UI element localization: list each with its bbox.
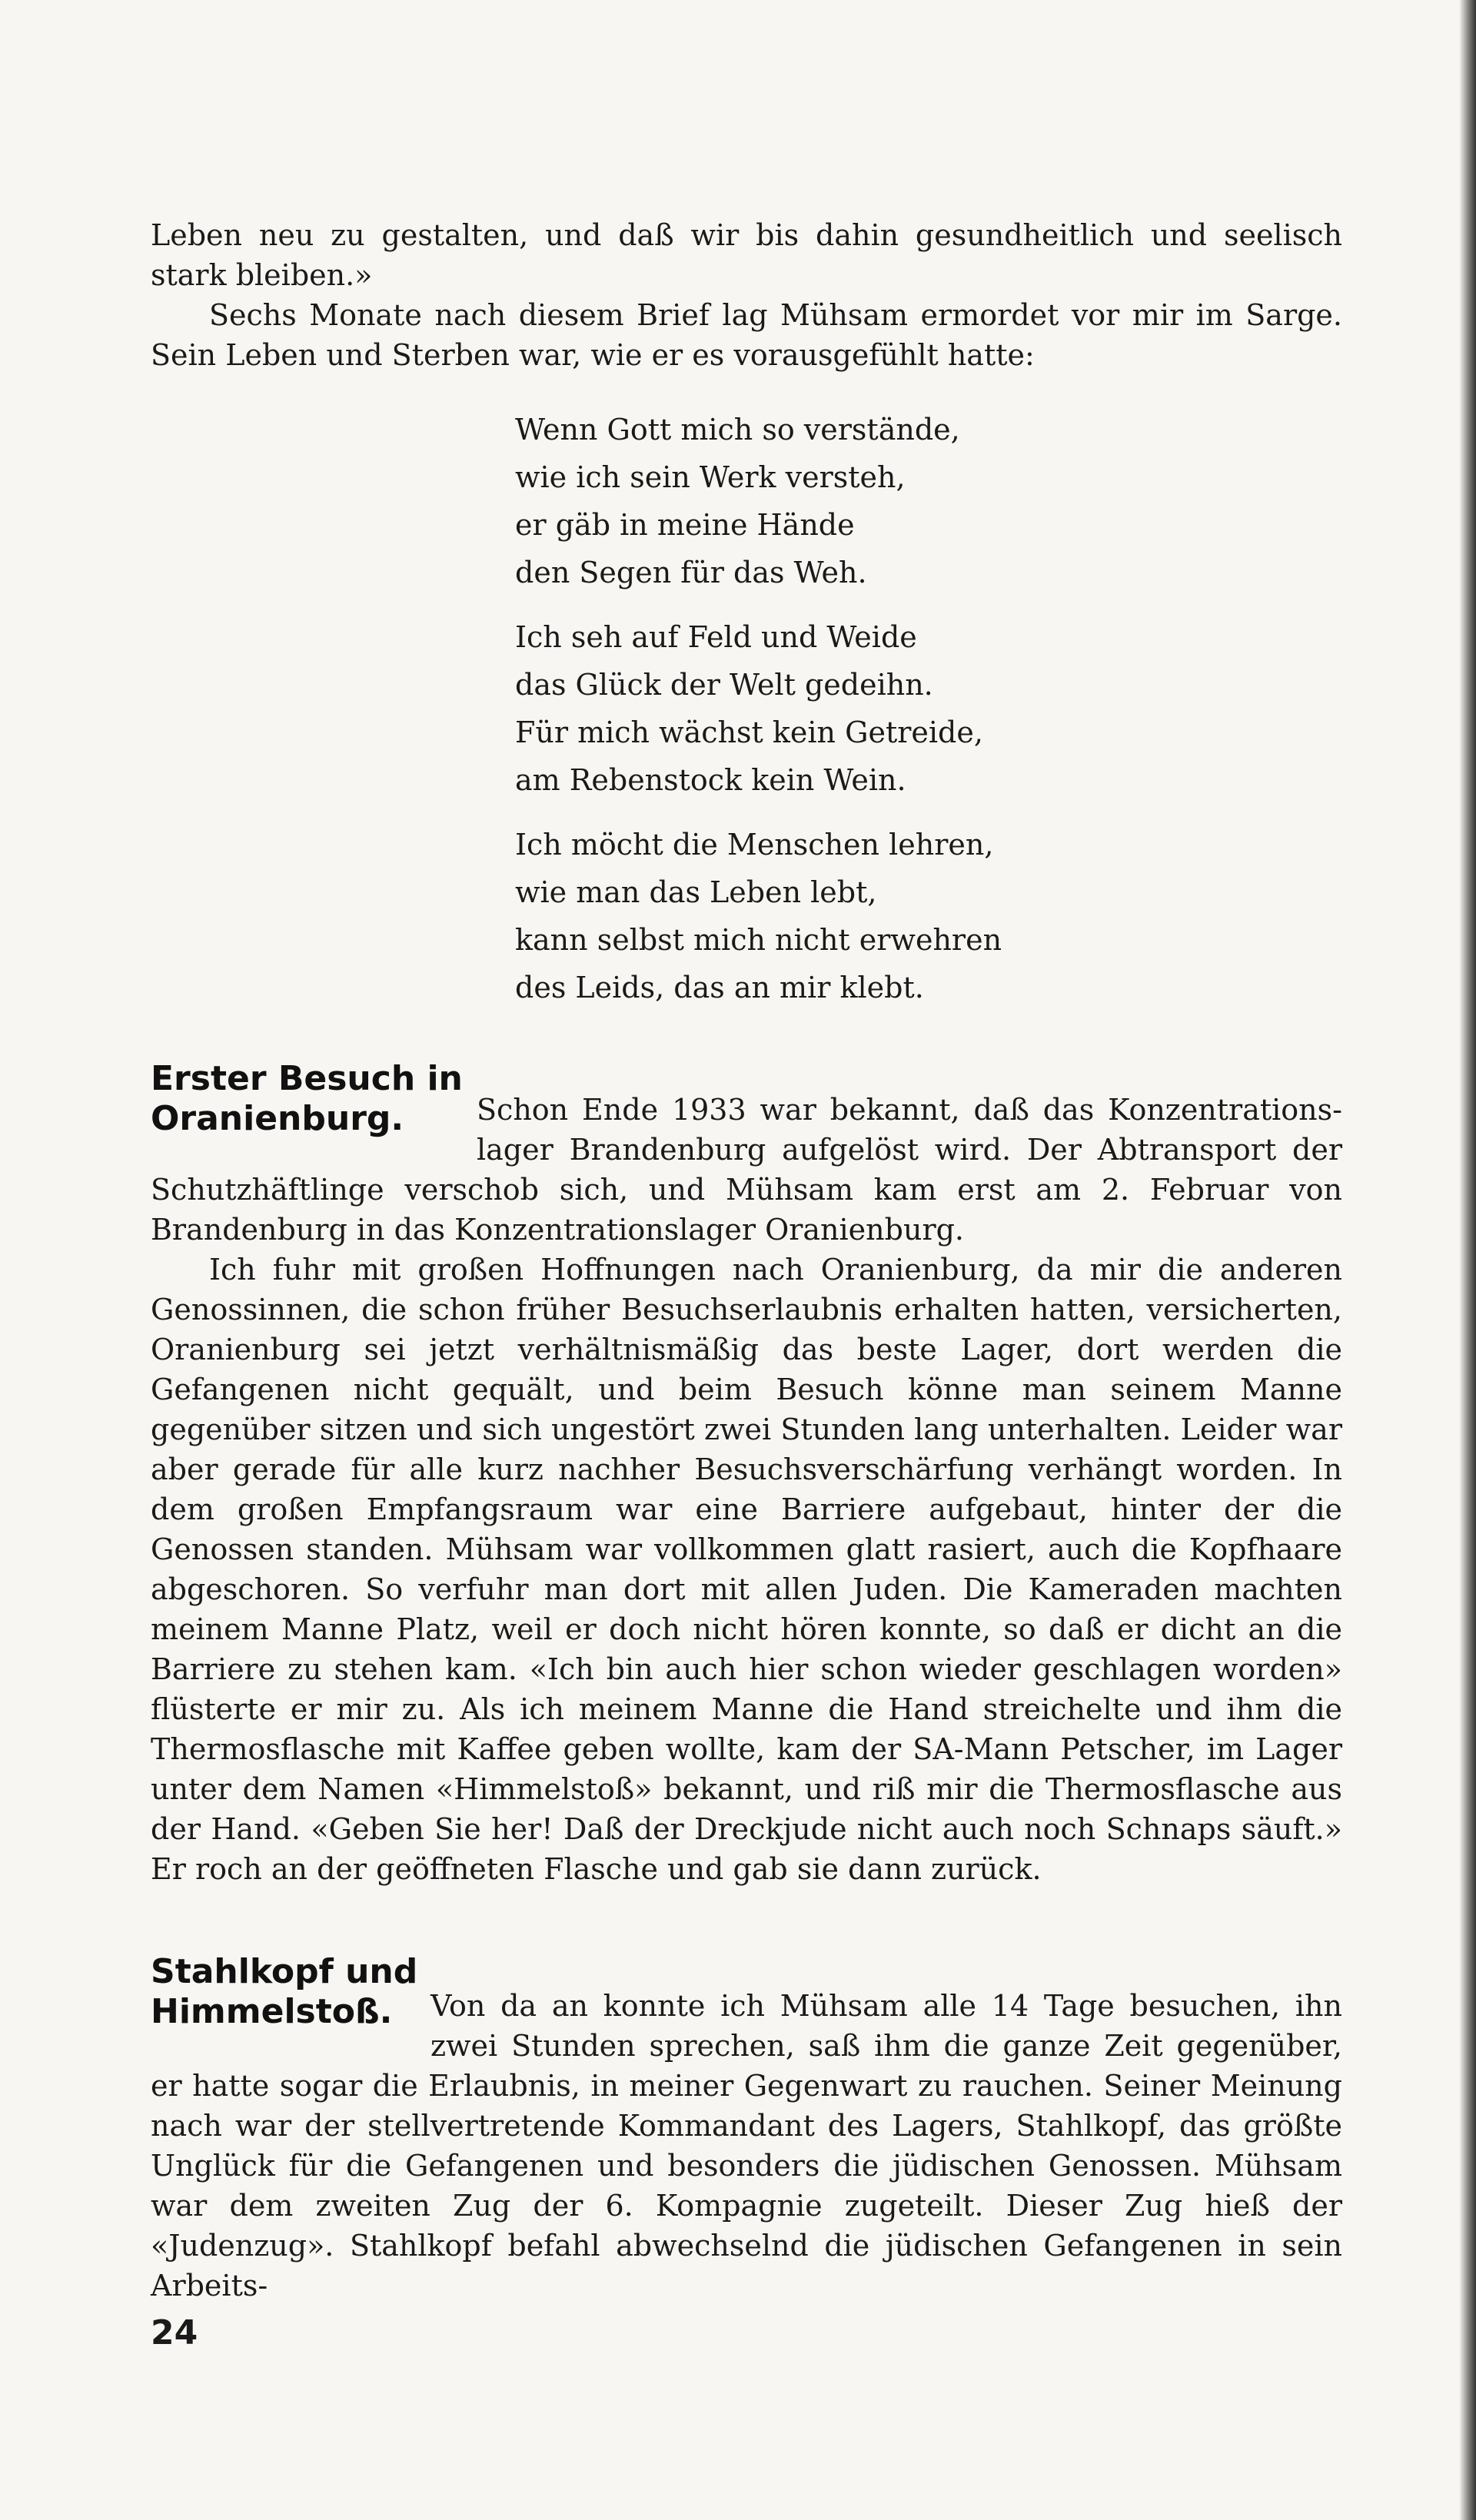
section-heading-line: Stahlkopf und xyxy=(151,1952,418,1991)
opening-text xyxy=(151,215,1342,375)
section-heading-line: Erster Besuch in xyxy=(151,1059,463,1098)
text-line: Schon Ende 1933 war bekannt, daß das Konzentrations- xyxy=(477,1093,1342,1127)
section-heading-first-visit xyxy=(151,1059,463,1139)
text-line: lager Brandenburg aufgelöst wird. Der Abtransport der xyxy=(477,1133,1342,1167)
page-edge-shadow xyxy=(1459,0,1476,2520)
section-1-paragraph-2: Ich fuhr mit großen Hoffnungen nach Oranienburg, da mir die anderen Genossinnen, die schon früher Besuchserlaubnis erhalten hatten, versicherten, Oranienburg sei jetzt verhältnismäßig das beste Lager, dort werden die Gefangenen nicht gequält, und beim Besuch könne man seinem Manne gegenüber sitzen und sich ungestört zwei Stunden lang unterhalten. Leider war aber gerade für alle kurz nachher Besuchsverschärfung verhängt worden. In dem großen Empfangsraum war eine Barriere aufgebaut, hinter der die Genossen standen. Mühsam war vollkommen glatt rasiert, auch die Kopfhaare abgeschoren. So verfuhr man dort mit allen Juden. Die Kameraden machten meinem Manne Platz, weil er doch nicht hören konnte, so daß er dicht an die Barriere zu stehen kam. «Ich bin auch hier schon wieder geschlagen worden» flüsterte er mir zu. Als ich meinem Manne die Hand streichelte und ihm die Thermosflasche mit Kaffee geben wollte, kam der SA-Mann Petscher, im Lager unter dem Namen «Himmelstoß» bekannt, und riß mir die Thermosflasche aus der Hand. «Geben Sie her! Daß der Dreckjude nicht auch noch Schnaps säuft.» Er roch an der geöffneten Flasche und gab sie dann zurück. xyxy=(151,1253,1342,1886)
text-line: zwei Stunden sprechen, saß ihm die ganze Zeit gegenüber, xyxy=(430,2029,1342,2063)
poem-line: am Rebenstock kein Wein. xyxy=(515,763,906,797)
poem-line: Ich seh auf Feld und Weide xyxy=(515,620,917,654)
poem-line: wie ich sein Werk versteh, xyxy=(515,460,906,494)
poem-stanza-2 xyxy=(515,613,1130,804)
poem-stanza-3 xyxy=(515,821,1130,1011)
section-2-opening-lines xyxy=(430,1986,1342,2066)
page-number: 24 xyxy=(151,2313,198,2352)
poem-line: wie man das Leben lebt, xyxy=(515,875,877,909)
section-heading-line: Himmelstoß. xyxy=(151,1992,393,2031)
section-heading-stahlkopf xyxy=(151,1952,417,2032)
poem-line: Ich möcht die Menschen lehren, xyxy=(515,828,994,862)
poem-stanza-1 xyxy=(515,406,1130,596)
section-1-body xyxy=(151,1170,1342,1889)
text-line: Von da an konnte ich Mühsam alle 14 Tage besuchen, ihn xyxy=(430,1989,1342,2023)
poem-line: Für mich wächst kein Getreide, xyxy=(515,715,983,749)
poem-line: er gäb in meine Hände xyxy=(515,508,855,542)
poem-line: das Glück der Welt gedeihn. xyxy=(515,668,933,702)
poem-line: den Segen für das Weh. xyxy=(515,556,867,589)
section-2-paragraph: er hatte sogar die Erlaubnis, in meiner Gegenwart zu rauchen. Seiner Meinung nach war der stellvertretende Kommandant des Lagers, Stahlkopf, das größte Unglück für die Gefangenen und besonders die jüdischen Genossen. Mühsam war dem zweiten Zug der 6. Kompagnie zugeteilt. Dieser Zug hieß der «Judenzug». Stahlkopf befahl abwechselnd die jüdischen Gefangenen in sein Arbeits- xyxy=(151,2069,1342,2303)
opening-paragraph: Leben neu zu gestalten, und daß wir bis dahin gesundheitlich und seelisch stark bleiben.» xyxy=(151,218,1342,292)
second-paragraph: Sechs Monate nach diesem Brief lag Mühsam ermordet vor mir im Sarge. Sein Leben und Sterben war, wie er es vorausgefühlt hatte: xyxy=(151,298,1342,372)
poem-line: Wenn Gott mich so verstände, xyxy=(515,413,960,447)
poem xyxy=(515,406,1130,1028)
section-2-body xyxy=(151,2066,1342,2306)
poem-line: kann selbst mich nicht erwehren xyxy=(515,923,1002,957)
section-1-paragraph-1: Schutzhäftlinge verschob sich, und Mühsam kam erst am 2. Februar von Brandenburg in das Konzentrationslager Oranienburg. xyxy=(151,1173,1342,1247)
section-heading-line: Oranienburg. xyxy=(151,1099,404,1138)
poem-line: des Leids, das an mir klebt. xyxy=(515,971,924,1004)
section-1-opening-lines xyxy=(477,1090,1342,1170)
